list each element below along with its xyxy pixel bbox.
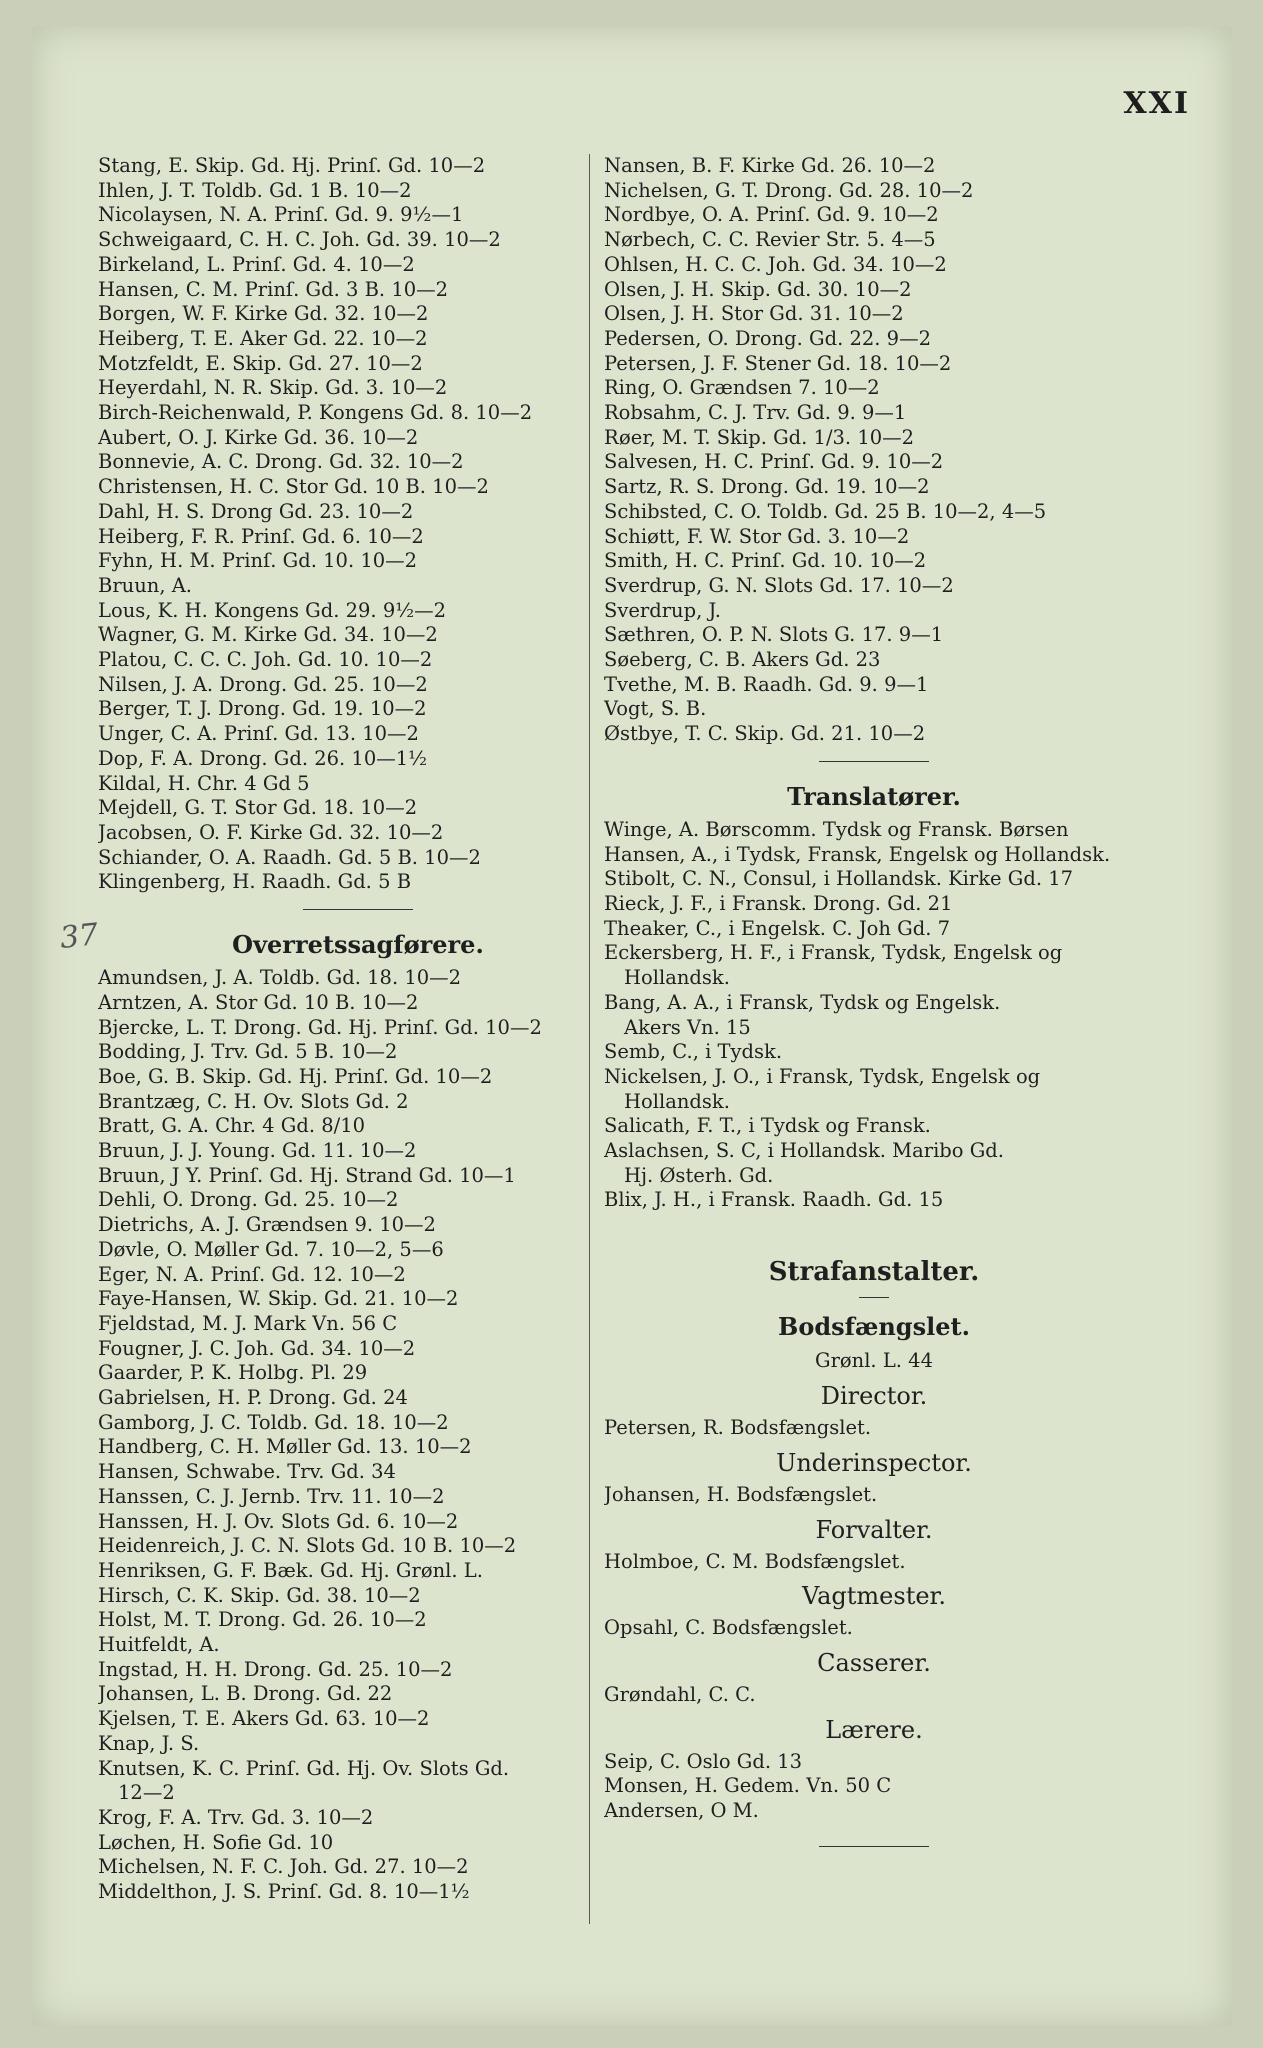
list-entry: Michelsen, N. F. C. Joh. Gd. 27. 10—2 [98,1855,469,1879]
staff-role: Casserer. [817,1648,931,1677]
list-entry: Semb, C., i Tydsk. [604,1040,783,1064]
list-entry: Boe, G. B. Skip. Gd. Hj. Prinſ. Gd. 10—2 [98,1064,493,1088]
document-page [32,26,1232,2026]
list-entry: Eckersberg, H. F., i Fransk, Tydsk, Engelsk og [604,941,1063,965]
list-entry: Olsen, J. H. Skip. Gd. 30. 10—2 [604,277,912,301]
list-entry: Nilsen, J. A. Drong. Gd. 25. 10—2 [98,672,428,696]
list-entry: Hansen, Schwabe. Trv. Gd. 34 [98,1460,396,1484]
list-entry: Hansen, C. M. Prinſ. Gd. 3 B. 10—2 [98,277,449,301]
list-entry: Olsen, J. H. Stor Gd. 31. 10—2 [604,302,904,326]
list-entry: Wagner, G. M. Kirke Gd. 34. 10—2 [98,623,438,647]
list-entry: Nørbech, C. C. Revier Str. 5. 4—5 [604,228,936,252]
section-title-strafanstalter: Strafanstalter. [768,1257,980,1288]
handwritten-margin-note: 37 [58,917,100,956]
list-entry: Holst, M. T. Drong. Gd. 26. 10—2 [98,1608,427,1632]
list-entry: Hanssen, H. J. Ov. Slots Gd. 6. 10—2 [98,1509,459,1533]
list-entry: Robsahm, C. J. Trv. Gd. 9. 9—1 [604,401,907,425]
list-entry: Sæthren, O. P. N. Slots G. 17. 9—1 [604,623,944,647]
list-entry: Rieck, J. F., i Fransk. Drong. Gd. 21 [604,891,953,915]
section-rule [819,761,929,762]
list-entry: Nansen, B. F. Kirke Gd. 26. 10—2 [604,154,936,177]
list-entry: Nickelsen, J. O., i Fransk, Tydsk, Engelsk og [604,1064,1041,1088]
list-entry: Fougner, J. C. Joh. Gd. 34. 10—2 [98,1336,416,1360]
list-entry: Salicath, F. T., i Tydsk og Fransk. [604,1114,931,1138]
list-entry: Eger, N. A. Prinſ. Gd. 12. 10—2 [98,1262,406,1286]
list-entry: Winge, A. Børscomm. Tydsk og Fransk. Børsen [604,817,1069,841]
list-entry: Sartz, R. S. Drong. Gd. 19. 10—2 [604,475,930,499]
staff-name: Johansen, H. Bodsfængslet. [604,1482,878,1506]
prison-name: Bodsfængslet. [778,1312,970,1342]
section-rule [819,1846,929,1847]
list-entry: Salvesen, H. C. Prinſ. Gd. 9. 10—2 [604,450,944,474]
staff-name: Holmboe, C. M. Bodsfængslet. [604,1549,906,1573]
list-entry: Petersen, J. F. Stener Gd. 18. 10—2 [604,351,952,375]
list-entry: Kjelsen, T. E. Akers Gd. 63. 10—2 [98,1707,430,1731]
list-entry: Døvle, O. Møller Gd. 7. 10—2, 5—6 [98,1237,444,1261]
list-entry: Aslachsen, S. C, i Hollandsk. Maribo Gd. [604,1139,1004,1163]
list-entry: Fyhn, H. M. Prinſ. Gd. 10. 10—2 [98,549,418,573]
section-title-overretssagforere: Overretssagførere. [232,930,484,960]
teachers-list [604,1750,1144,1824]
list-entry: Røer, M. T. Skip. Gd. 1/3. 10—2 [604,425,915,449]
list-entry: Arntzen, A. Stor Gd. 10 B. 10—2 [98,990,419,1014]
list-entry: Mejdell, G. T. Stor Gd. 18. 10—2 [98,796,418,820]
list-entry: Brantzæg, C. H. Ov. Slots Gd. 2 [98,1089,409,1113]
list-entry: Krog, F. A. Trv. Gd. 3. 10—2 [98,1806,374,1829]
staff-name: Grøndahl, C. C. [604,1682,756,1706]
list-entry: Vogt, S. B. [604,697,707,721]
list-entry: Theaker, C., i Engelsk. C. Joh Gd. 7 [604,916,950,940]
list-entry: Schiøtt, F. W. Stor Gd. 3. 10—2 [604,524,910,548]
list-entry: Ingstad, H. H. Drong. Gd. 25. 10—2 [98,1657,453,1681]
list-entry: Akers Vn. 15 [624,1015,751,1039]
list-entry: Bratt, G. A. Chr. 4 Gd. 8/10 [98,1114,366,1138]
list-entry: Henriksen, G. F. Bæk. Gd. Hj. Grønl. L. [98,1558,483,1582]
list-entry: Bang, A. A., i Fransk, Tydsk og Engelsk. [604,990,1001,1014]
list-entry: Huitfeldt, A. [98,1633,220,1657]
list-entry: Nichelsen, G. T. Drong. Gd. 28. 10—2 [604,178,974,202]
list-entry: Knutsen, K. C. Prinſ. Gd. Hj. Ov. Slots Gd. [98,1756,510,1780]
translators-list [604,818,1144,1213]
list-entry: Dahl, H. S. Drong Gd. 23. 10—2 [98,499,414,523]
section-title-translatorer: Translatører. [787,781,961,811]
list-entry: Jacobsen, O. F. Kirke Gd. 32. 10—2 [98,820,444,844]
right-column [604,154,1144,1865]
list-entry: Gabrielsen, H. P. Drong. Gd. 24 [98,1386,408,1410]
list-entry: Hansen, A., i Tydsk, Fransk, Engelsk og Hollandsk. [604,842,1111,866]
list-entry: Ring, O. Grændsen 7. 10—2 [604,376,880,400]
teachers-title: Lærere. [825,1715,923,1744]
prison-staff [604,1378,1144,1708]
list-entry: Middelthon, J. S. Prinſ. Gd. 8. 10—1½ [98,1880,470,1904]
list-entry: Johansen, L. B. Drong. Gd. 22 [98,1682,393,1706]
list-entry: Schibsted, C. O. Toldb. Gd. 25 B. 10—2, 4—5 [604,499,1047,523]
list-entry: Unger, C. A. Prinſ. Gd. 13. 10—2 [98,722,419,746]
staff-name: Opsahl, C. Bodsfængslet. [604,1616,853,1640]
list-entry: Kildal, H. Chr. 4 Gd 5 [98,771,310,795]
list-entry: Bruun, A. [98,573,193,597]
list-entry: Sverdrup, G. N. Slots Gd. 17. 10—2 [604,573,954,597]
list-entry: Andersen, O M. [604,1799,759,1823]
list-entry: Stang, E. Skip. Gd. Hj. Prinſ. Gd. 10—2 [98,154,486,177]
list-entry: Søeberg, C. B. Akers Gd. 23 [604,648,881,672]
list-entry: Nordbye, O. A. Prinſ. Gd. 9. 10—2 [604,203,939,227]
list-entry: Hirsch, C. K. Skip. Gd. 38. 10—2 [98,1583,421,1607]
list-entry: Borgen, W. F. Kirke Gd. 32. 10—2 [98,302,429,326]
left-entries-section [98,966,618,1905]
list-entry: Dehli, O. Drong. Gd. 25. 10—2 [98,1188,399,1212]
list-entry: 12—2 [118,1781,175,1805]
list-entry: Heiberg, T. E. Aker Gd. 22. 10—2 [98,326,428,350]
staff-role: Vagtmester. [801,1582,947,1611]
list-entry: Aubert, O. J. Kirke Gd. 36. 10—2 [98,425,419,449]
staff-role: Forvalter. [815,1515,933,1544]
list-entry: Ohlsen, H. C. C. Joh. Gd. 34. 10—2 [604,252,947,276]
list-entry: Birkeland, L. Prinſ. Gd. 4. 10—2 [98,252,415,276]
list-entry: Ihlen, J. T. Toldb. Gd. 1 B. 10—2 [98,178,412,202]
list-entry: Hanssen, C. J. Jernb. Trv. 11. 10—2 [98,1484,445,1508]
list-entry: Hollandsk. [624,1089,730,1113]
list-entry: Birch-Reichenwald, P. Kongens Gd. 8. 10—2 [98,401,533,425]
list-entry: Blix, J. H., i Fransk. Raadh. Gd. 15 [604,1188,944,1212]
left-entries-top [98,154,618,895]
list-entry: Sverdrup, J. [604,598,721,622]
section-rule-short [859,1297,889,1298]
list-entry: Berger, T. J. Drong. Gd. 19. 10—2 [98,697,427,721]
list-entry: Bjercke, L. T. Drong. Gd. Hj. Prinſ. Gd. 10—2 [98,1015,542,1039]
staff-role: Underinspector. [776,1448,972,1477]
list-entry: Seip, C. Oslo Gd. 13 [604,1749,803,1773]
list-entry: Handberg, C. H. Møller Gd. 13. 10—2 [98,1435,472,1459]
list-entry: Hollandsk. [624,966,730,990]
list-entry: Stibolt, C. N., Consul, i Hollandsk. Kirke Gd. 17 [604,867,1074,891]
list-entry: Heiberg, F. R. Prinſ. Gd. 6. 10—2 [98,524,424,548]
list-entry: Gamborg, J. C. Toldb. Gd. 18. 10—2 [98,1410,449,1434]
list-entry: Løchen, H. Sofie Gd. 10 [98,1830,334,1854]
section-rule [303,909,413,910]
list-entry: Smith, H. C. Prinſ. Gd. 10. 10—2 [604,549,927,573]
list-entry: Knap, J. S. [98,1731,200,1755]
list-entry: Klingenberg, H. Raadh. Gd. 5 B [98,870,412,894]
list-entry: Østbye, T. C. Skip. Gd. 21. 10—2 [604,722,926,746]
page-number: XXI [1123,86,1190,121]
left-column [98,154,618,1905]
list-entry: Bodding, J. Trv. Gd. 5 B. 10—2 [98,1040,398,1064]
list-entry: Bruun, J. J. Young. Gd. 11. 10—2 [98,1139,417,1163]
list-entry: Nicolaysen, N. A. Prinſ. Gd. 9. 9½—1 [98,203,464,227]
list-entry: Schweigaard, C. H. C. Joh. Gd. 39. 10—2 [98,228,501,252]
list-entry: Heidenreich, J. C. N. Slots Gd. 10 B. 10—2 [98,1534,517,1558]
list-entry: Schiander, O. A. Raadh. Gd. 5 B. 10—2 [98,845,481,869]
list-entry: Hj. Østerh. Gd. [624,1163,774,1187]
list-entry: Amundsen, J. A. Toldb. Gd. 18. 10—2 [98,966,462,990]
list-entry: Motzfeldt, E. Skip. Gd. 27. 10—2 [98,351,423,375]
list-entry: Lous, K. H. Kongens Gd. 29. 9½—2 [98,598,447,622]
list-entry: Fjeldstad, M. J. Mark Vn. 56 C [98,1311,398,1335]
list-entry: Heyerdahl, N. R. Skip. Gd. 3. 10—2 [98,376,448,400]
prison-address: Grønl. L. 44 [815,1349,933,1373]
right-entries-top [604,154,1144,747]
staff-role: Director. [820,1382,928,1411]
list-entry: Christensen, H. C. Stor Gd. 10 B. 10—2 [98,475,489,499]
list-entry: Faye-Hansen, W. Skip. Gd. 21. 10—2 [98,1287,459,1311]
list-entry: Dop, F. A. Drong. Gd. 26. 10—1½ [98,746,428,770]
list-entry: Dietrichs, A. J. Grændsen 9. 10—2 [98,1213,436,1237]
list-entry: Pedersen, O. Drong. Gd. 22. 9—2 [604,326,931,350]
list-entry: Gaarder, P. K. Holbg. Pl. 29 [98,1361,368,1385]
list-entry: Bonnevie, A. C. Drong. Gd. 32. 10—2 [98,450,464,474]
list-entry: Bruun, J Y. Prinſ. Gd. Hj. Strand Gd. 10—1 [98,1163,516,1187]
staff-name: Petersen, R. Bodsfængslet. [604,1416,872,1440]
list-entry: Monsen, H. Gedem. Vn. 50 C [604,1774,892,1798]
list-entry: Tvethe, M. B. Raadh. Gd. 9. 9—1 [604,672,929,696]
list-entry: Platou, C. C. C. Joh. Gd. 10. 10—2 [98,648,433,672]
